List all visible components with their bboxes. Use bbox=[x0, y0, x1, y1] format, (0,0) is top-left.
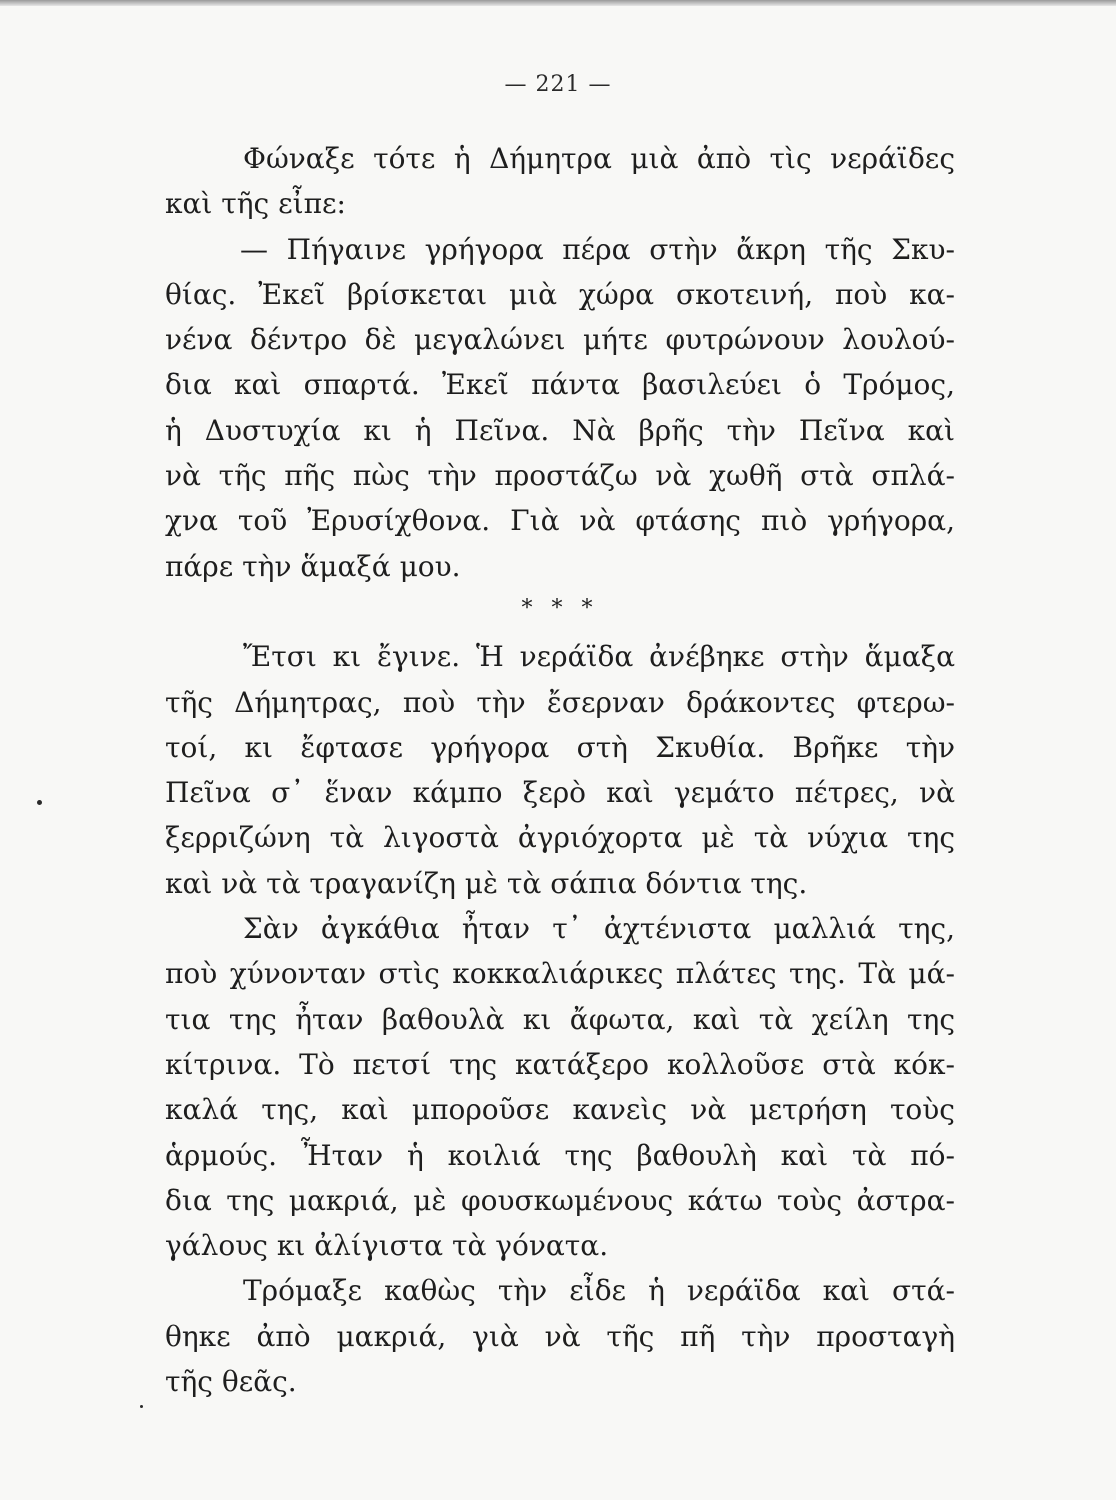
text-line: ἡ Δυστυχία κι ἡ Πεῖνα. Νὰ βρῆς τὴν Πεῖνα καὶ bbox=[165, 413, 955, 447]
page-number: — 221 — bbox=[504, 72, 612, 97]
text-line: κίτρινα. Τὸ πετσί της κατάξερο κολλοῦσε στὰ κόκ- bbox=[165, 1047, 955, 1081]
body-text bbox=[165, 136, 955, 1404]
text-line: ξερριζώνη τὰ λιγοστὰ ἀγριόχορτα μὲ τὰ νύχια της bbox=[165, 821, 955, 855]
paragraph-4 bbox=[165, 906, 955, 1268]
text-line: πάρε τὴν ἅμαξά μου. bbox=[165, 549, 461, 583]
paragraph-5 bbox=[165, 1268, 955, 1404]
section-separator: * * * bbox=[521, 595, 599, 621]
text-line: καλά της, καὶ μποροῦσε κανεὶς νὰ μετρήση τοὺς bbox=[165, 1093, 955, 1127]
text-line: τια της ἦταν βαθουλὰ κι ἄφωτα, καὶ τὰ χείλη της bbox=[165, 1002, 955, 1036]
text-line: Ἔτσι κι ἔγινε. Ἡ νεράϊδα ἀνέβηκε στὴν ἅμαξα bbox=[243, 640, 955, 674]
text-line: θηκε ἀπὸ μακριά, γιὰ νὰ τῆς πῆ τὴν προσταγὴ bbox=[165, 1319, 955, 1353]
text-line: χνα τοῦ Ἐρυσίχθονα. Γιὰ νὰ φτάσης πιὸ γρήγορα, bbox=[165, 504, 955, 538]
paragraph-2 bbox=[165, 227, 955, 589]
ink-speck bbox=[140, 1405, 143, 1408]
page-top-edge bbox=[0, 0, 1116, 6]
paragraph-1 bbox=[165, 136, 955, 227]
text-line: Φώναξε τότε ἡ Δήμητρα μιὰ ἀπὸ τὶς νεράϊδες bbox=[243, 142, 955, 175]
text-line: τῆς Δήμητρας, ποὺ τὴν ἔσερναν δράκοντες φτερω- bbox=[165, 685, 955, 719]
ink-speck bbox=[37, 800, 42, 805]
text-line: Τρόμαξε καθὼς τὴν εἶδε ἡ νεράϊδα καὶ στά- bbox=[243, 1274, 955, 1308]
text-line: καὶ νὰ τὰ τραγανίζη μὲ τὰ σάπια δόντια της. bbox=[165, 866, 808, 900]
text-line: καὶ τῆς εἶπε: bbox=[165, 187, 346, 221]
text-line: Σὰν ἀγκάθια ἦταν τ᾽ ἀχτένιστα μαλλιά της, bbox=[243, 912, 955, 946]
text-line: τῆς θεᾶς. bbox=[165, 1365, 297, 1399]
text-line: θίας. Ἐκεῖ βρίσκεται μιὰ χώρα σκοτεινή, ποὺ κα- bbox=[165, 277, 955, 311]
text-line: νένα δέντρο δὲ μεγαλώνει μήτε φυτρώνουν λουλού- bbox=[165, 323, 955, 357]
text-line: — Πήγαινε γρήγορα πέρα στὴν ἄκρη τῆς Σκυ- bbox=[240, 232, 955, 266]
text-line: νὰ τῆς πῆς πὼς τὴν προστάζω νὰ χωθῆ στὰ σπλά- bbox=[165, 459, 955, 493]
text-line: γάλους κι ἀλίγιστα τὰ γόνατα. bbox=[165, 1229, 609, 1263]
text-line: δια καὶ σπαρτά. Ἐκεῖ πάντα βασιλεύει ὁ Τρόμος, bbox=[165, 368, 955, 402]
text-line: ἁρμούς. Ἦταν ἡ κοιλιά της βαθουλὴ καὶ τὰ πό- bbox=[165, 1138, 955, 1172]
text-line: δια της μακριά, μὲ φουσκωμένους κάτω τοὺς ἀστρα- bbox=[165, 1183, 955, 1217]
text-line: Πεῖνα σ᾽ ἕναν κάμπο ξερὸ καὶ γεμάτο πέτρες, νὰ bbox=[165, 776, 955, 810]
paragraph-3 bbox=[165, 634, 955, 906]
text-line: ποὺ χύνονταν στὶς κοκκαλιάρικες πλάτες της. Τὰ μά- bbox=[165, 957, 955, 991]
text-line: τοί, κι ἔφτασε γρήγορα στὴ Σκυθία. Βρῆκε τὴν bbox=[165, 730, 955, 764]
